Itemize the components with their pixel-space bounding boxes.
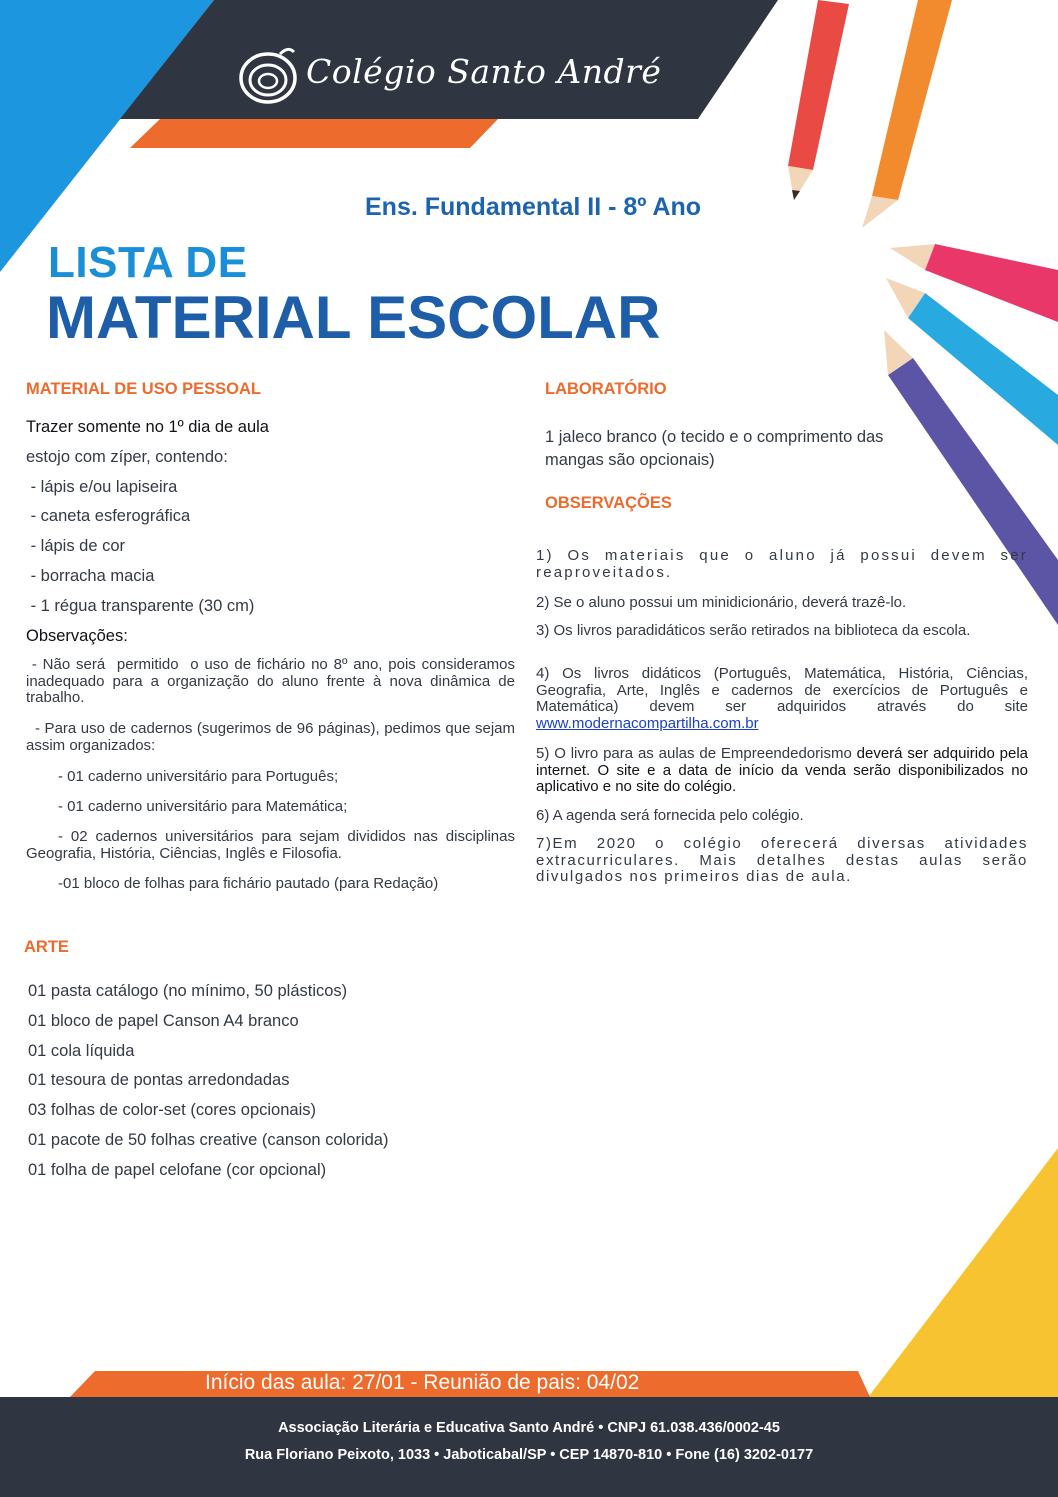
title-line-1: LISTA DE	[48, 238, 248, 287]
list-item: 01 pacote de 50 folhas creative (canson colorida)	[28, 1131, 389, 1149]
yellow-corner-shape	[866, 1148, 1058, 1400]
footer-association-line: Associação Literária e Educativa Santo André • CNPJ 61.038.436/0002-45	[278, 1420, 780, 1436]
observation-item: 3) Os livros paradidáticos serão retirados na biblioteca da escola.	[536, 622, 971, 639]
footer-address-line: Rua Floriano Peixoto, 1033 • Jaboticabal/SP • CEP 14870-810 • Fone (16) 3202-0177	[244, 1447, 814, 1463]
pencil-orange-icon	[862, 0, 952, 228]
pencil-red-icon	[788, 0, 849, 200]
section-heading-arte: ARTE	[24, 938, 69, 956]
lab-item-line-2: mangas são opcionais)	[545, 451, 715, 469]
list-item: - 1 régua transparente (30 cm)	[26, 597, 255, 615]
orange-header-bar	[130, 119, 498, 148]
observation-paragraph: - Para uso de cadernos (sugerimos de 96 páginas), pedimos que sejam assim organizados:	[26, 720, 520, 754]
school-name: Colégio Santo André	[306, 52, 662, 91]
list-item: 01 cola líquida	[28, 1042, 135, 1060]
class-start-dates: Início das aula: 27/01 - Reunião de pais: 04/02	[205, 1371, 640, 1394]
observation-item	[536, 746, 1028, 796]
school-logo-icon	[236, 42, 302, 108]
observation-paragraph: - 02 cadernos universitários para sejam divididos nas disciplinas Geografia, História, Ciências, Inglês e Filosofia.	[26, 828, 515, 862]
list-item: - lápis e/ou lapiseira	[26, 478, 178, 496]
site-link[interactable]: www.modernacompartilha.com.br	[536, 714, 759, 732]
section-heading-pessoal: MATERIAL DE USO PESSOAL	[26, 380, 261, 398]
list-item: - borracha macia	[26, 567, 155, 585]
observation-highlight: deverá ser adquirido pela internet. O site e a data de início da venda serão disponibilizados no aplicativo e no site do colégio.	[536, 745, 1028, 795]
observations-subheading: Observações:	[26, 627, 128, 645]
observation-paragraph: -01 bloco de folhas para fichário pautado (para Redação)	[58, 875, 439, 892]
observation-text: 4) Os livros didáticos (Português, Matemática, História, Ciências, Geografia, Arte, Inglês e cadernos de exercícios de Português e Matemática) devem ser adquiridos através do site	[536, 665, 1028, 715]
section-heading-laboratorio: LABORATÓRIO	[545, 380, 667, 398]
list-item: - lápis de cor	[26, 537, 126, 555]
list-item: 03 folhas de color-set (cores opcionais)	[28, 1101, 316, 1119]
list-item: 01 pasta catálogo (no mínimo, 50 plásticos)	[28, 982, 348, 1000]
pessoal-intro: Trazer somente no 1º dia de aula	[26, 418, 269, 436]
observation-item: 2) Se o aluno possui um minidicionário, deverá trazê-lo.	[536, 594, 907, 611]
list-item: estojo com zíper, contendo:	[26, 448, 228, 466]
title-line-2: MATERIAL ESCOLAR	[46, 284, 661, 351]
observation-paragraph: - 01 caderno universitário para Matemática;	[58, 798, 348, 815]
lab-item-line-1: 1 jaleco branco (o tecido e o comprimento das	[545, 428, 884, 446]
list-item: 01 tesoura de pontas arredondadas	[28, 1071, 290, 1089]
section-heading-observacoes: OBSERVAÇÕES	[545, 494, 672, 512]
observation-item: 6) A agenda será fornecida pelo colégio.	[536, 807, 804, 824]
observation-paragraph: - 01 caderno universitário para Português;	[58, 768, 339, 785]
observation-paragraph: - Não será permitido o uso de fichário no 8º ano, pois consideramos inadequado para a organização do aluno frente à nova dinâmica de trabalho.	[26, 656, 524, 706]
observation-text: 5) O livro para as aulas de Empreendedorismo	[536, 745, 857, 762]
list-item: 01 folha de papel celofane (cor opcional)	[28, 1161, 327, 1179]
grade-subtitle: Ens. Fundamental II - 8º Ano	[365, 193, 702, 221]
list-item: 01 bloco de papel Canson A4 branco	[28, 1012, 299, 1030]
observation-item: 7)Em 2020 o colégio oferecerá diversas atividades extracurriculares. Mais detalhes destas aulas serão divulgados nos primeiros dias de aula.	[536, 835, 1028, 885]
list-item: - caneta esferográfica	[26, 507, 191, 525]
observation-item: 1) Os materiais que o aluno já possui devem ser reaproveitados.	[536, 547, 1028, 581]
observation-item	[536, 666, 1028, 732]
